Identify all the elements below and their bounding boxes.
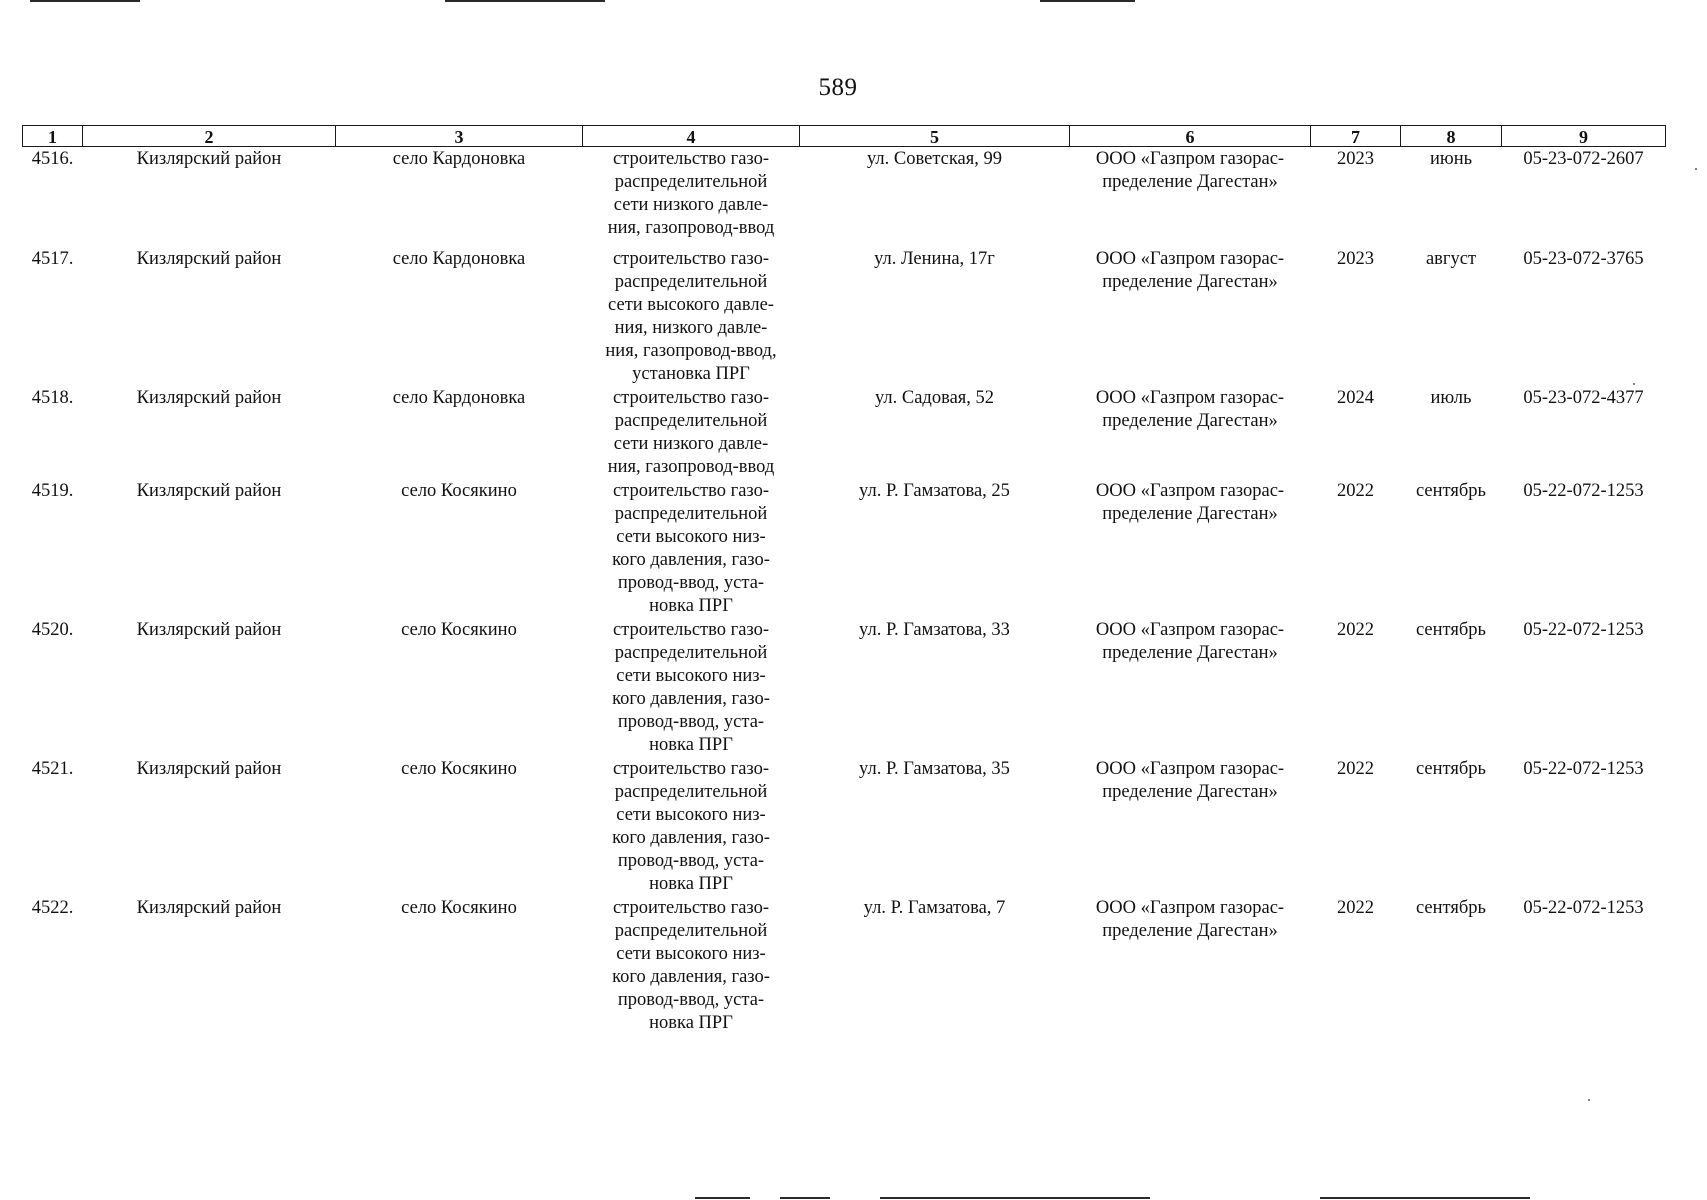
organization-cell — [1070, 757, 1311, 896]
year-cell: 2022 — [1337, 619, 1374, 640]
column-header: 9 — [1502, 126, 1666, 147]
column-header: 4 — [583, 126, 800, 147]
work-description-line: сети низкого давле- — [613, 433, 769, 454]
header-row — [23, 126, 1666, 147]
organization-line: пределение Дагестан» — [1102, 271, 1278, 292]
work-description-line: сети высокого низ- — [616, 526, 766, 547]
work-description-line: провод-ввод, уста- — [617, 711, 765, 732]
table-row — [23, 757, 1666, 896]
work-description-line: сети низкого давле- — [613, 195, 769, 215]
scan-speck — [1588, 1099, 1590, 1101]
work-description-line: кого давления, газо- — [612, 688, 770, 709]
code-cell: 05-23-072-3765 — [1523, 248, 1644, 269]
column-header: 8 — [1401, 126, 1502, 147]
district-cell: Кизлярский район — [136, 480, 282, 501]
locality-cell: село Кардоновка — [392, 248, 526, 269]
month-cell: июнь — [1429, 149, 1473, 169]
work-description-line: строительство газо- — [612, 758, 770, 779]
address-cell: ул. Садовая, 52 — [874, 387, 995, 408]
code-cell: 05-23-072-2607 — [1523, 149, 1644, 169]
scan-edge-mark — [695, 1197, 750, 1199]
address-cell: ул. Ленина, 17г — [874, 248, 995, 269]
code-cell: 05-23-072-4377 — [1523, 387, 1644, 408]
column-header: 3 — [336, 126, 583, 147]
row-number: 4521. — [31, 758, 74, 779]
year-cell: 2022 — [1337, 758, 1374, 779]
month-cell: сентябрь — [1416, 758, 1486, 779]
organization-line: пределение Дагестан» — [1102, 410, 1278, 431]
work-description-line: сети высокого низ- — [616, 665, 766, 686]
organization-line: ООО «Газпром газорас- — [1095, 149, 1285, 169]
work-description-line: провод-ввод, уста- — [617, 989, 765, 1010]
column-header: 7 — [1311, 126, 1401, 147]
table-header — [23, 126, 1666, 147]
scan-edge-mark — [880, 1197, 1150, 1199]
locality-cell: село Косякино — [401, 480, 517, 501]
work-description-line: сети высокого давле- — [608, 294, 774, 315]
column-header: 2 — [83, 126, 336, 147]
work-description-line: установка ПРГ — [632, 363, 750, 384]
organization-line: пределение Дагестан» — [1102, 503, 1278, 524]
work-description-line: распределительной — [614, 172, 768, 192]
organization-cell — [1070, 479, 1311, 618]
work-description-line: сети высокого низ- — [616, 943, 766, 964]
locality-cell: село Кардоновка — [392, 387, 526, 408]
district-cell: Кизлярский район — [136, 619, 282, 640]
table-row — [23, 247, 1666, 386]
row-number: 4516. — [31, 149, 74, 169]
work-description-cell — [583, 757, 800, 896]
year-cell: 2023 — [1337, 248, 1374, 269]
address-cell: ул. Советская, 99 — [866, 149, 1003, 169]
work-description-line: новка ПРГ — [649, 873, 733, 894]
organization-line: ООО «Газпром газорас- — [1095, 758, 1285, 779]
organization-line: ООО «Газпром газорас- — [1095, 619, 1285, 640]
organization-line: ООО «Газпром газорас- — [1095, 897, 1285, 918]
page-number: 589 — [818, 74, 858, 101]
month-cell: сентябрь — [1416, 480, 1486, 501]
work-description-line: ния, низкого давле- — [614, 317, 768, 338]
work-description-line: распределительной — [614, 410, 768, 431]
work-description-line: новка ПРГ — [649, 734, 733, 755]
column-header: 5 — [800, 126, 1070, 147]
work-description-line: распределительной — [614, 271, 768, 292]
year-cell: 2023 — [1337, 149, 1374, 169]
gas-distribution-registry-table — [22, 125, 1666, 1036]
organization-line: пределение Дагестан» — [1102, 781, 1278, 802]
organization-line: ООО «Газпром газорас- — [1095, 480, 1285, 501]
table-row — [23, 479, 1666, 618]
month-cell: сентябрь — [1416, 619, 1486, 640]
row-number: 4522. — [31, 897, 74, 918]
work-description-line: распределительной — [614, 781, 768, 802]
address-cell: ул. Р. Гамзатова, 33 — [859, 619, 1010, 640]
work-description-line: строительство газо- — [612, 619, 770, 640]
scan-edge-mark — [1040, 0, 1135, 2]
work-description-line: строительство газо- — [612, 248, 770, 269]
organization-line: ООО «Газпром газорас- — [1095, 248, 1285, 269]
organization-cell — [1070, 247, 1311, 386]
district-cell: Кизлярский район — [136, 248, 282, 269]
column-header: 1 — [23, 126, 83, 147]
scan-speck — [1695, 168, 1697, 170]
work-description-line: провод-ввод, уста- — [617, 850, 765, 871]
work-description-line: распределительной — [614, 642, 768, 663]
table-body — [23, 147, 1666, 1036]
district-cell: Кизлярский район — [136, 149, 282, 169]
work-description-cell — [583, 147, 800, 247]
organization-cell — [1070, 896, 1311, 1036]
scan-edge-mark — [445, 0, 605, 2]
month-cell: август — [1425, 248, 1477, 269]
year-cell: 2024 — [1337, 387, 1374, 408]
row-number: 4520. — [31, 619, 74, 640]
table-row — [23, 896, 1666, 1036]
column-header: 6 — [1070, 126, 1311, 147]
organization-line: пределение Дагестан» — [1102, 920, 1278, 941]
work-description-line: новка ПРГ — [649, 595, 733, 616]
work-description-line: строительство газо- — [612, 897, 770, 918]
year-cell: 2022 — [1337, 480, 1374, 501]
work-description-line: ния, газопровод-ввод, — [605, 340, 777, 361]
locality-cell: село Косякино — [401, 619, 517, 640]
year-cell: 2022 — [1337, 897, 1374, 918]
table-row — [23, 618, 1666, 757]
district-cell: Кизлярский район — [136, 758, 282, 779]
scan-edge-mark — [30, 0, 140, 2]
code-cell: 05-22-072-1253 — [1523, 758, 1644, 779]
organization-line: пределение Дагестан» — [1102, 172, 1278, 192]
work-description-line: кого давления, газо- — [612, 549, 770, 570]
address-cell: ул. Р. Гамзатова, 7 — [863, 897, 1006, 918]
address-cell: ул. Р. Гамзатова, 35 — [859, 758, 1010, 779]
work-description-cell — [583, 618, 800, 757]
locality-cell: село Кардоновка — [392, 149, 526, 169]
district-cell: Кизлярский район — [136, 387, 282, 408]
organization-cell — [1070, 386, 1311, 479]
table-row — [23, 147, 1666, 247]
work-description-line: сети высокого низ- — [616, 804, 766, 825]
work-description-cell — [583, 386, 800, 479]
code-cell: 05-22-072-1253 — [1523, 619, 1644, 640]
month-cell: сентябрь — [1416, 897, 1486, 918]
code-cell: 05-22-072-1253 — [1523, 480, 1644, 501]
address-cell: ул. Р. Гамзатова, 25 — [859, 480, 1010, 501]
month-cell: июль — [1430, 387, 1472, 408]
work-description-line: провод-ввод, уста- — [617, 572, 765, 593]
organization-line: пределение Дагестан» — [1102, 642, 1278, 663]
row-number: 4517. — [31, 248, 74, 269]
work-description-line: строительство газо- — [612, 149, 770, 169]
organization-cell — [1070, 147, 1311, 247]
work-description-line: распределительной — [614, 503, 768, 524]
work-description-line: строительство газо- — [612, 387, 770, 408]
locality-cell: село Косякино — [401, 758, 517, 779]
organization-cell — [1070, 618, 1311, 757]
work-description-line: ния, газопровод-ввод — [607, 218, 775, 238]
work-description-cell — [583, 896, 800, 1036]
work-description-line: кого давления, газо- — [612, 966, 770, 987]
district-cell: Кизлярский район — [136, 897, 282, 918]
scan-edge-mark — [1320, 1197, 1530, 1199]
organization-line: ООО «Газпром газорас- — [1095, 387, 1285, 408]
work-description-line: строительство газо- — [612, 480, 770, 501]
scan-edge-mark — [780, 1197, 830, 1199]
code-cell: 05-22-072-1253 — [1523, 897, 1644, 918]
table-row — [23, 386, 1666, 479]
work-description-cell — [583, 247, 800, 386]
work-description-line: кого давления, газо- — [612, 827, 770, 848]
locality-cell: село Косякино — [401, 897, 517, 918]
row-number: 4519. — [31, 480, 74, 501]
row-number: 4518. — [31, 387, 74, 408]
work-description-line: новка ПРГ — [649, 1012, 733, 1033]
work-description-cell — [583, 479, 800, 618]
work-description-line: ния, газопровод-ввод — [607, 456, 775, 477]
work-description-line: распределительной — [614, 920, 768, 941]
